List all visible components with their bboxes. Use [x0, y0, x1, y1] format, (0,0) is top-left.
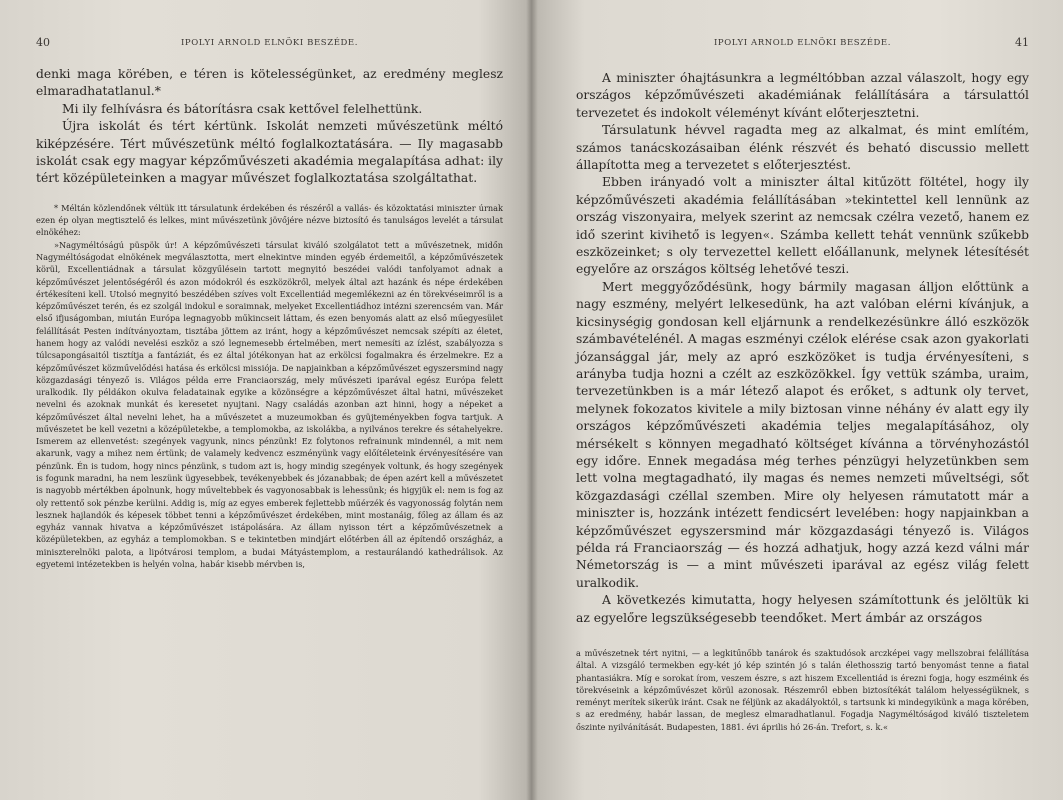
page-number-right: 41	[1015, 36, 1029, 49]
left-footnote-letter: »Nagyméltóságú püspök úr! A képzőművészeti társulat kiváló szolgálatot tett a művészetnek, midőn Nagyméltóságodat elnökének megválasztotta, mert elnekintve minden egyéb érdemeitől, a képzőművészetek körül, Excellentiádnak a társulat közgyűlésein tartott megnyitó beszédei valódi tanfolyamot adnak a képzőművészet jelentőségéről és azon módokról és eszközökről, melyek által azt hazánk és népe érdekében értékesíteni kell. Utolsó megnyitó beszédében szíves volt Excellentiád megemlékezni az én törekvéseimről is a képzőművészet terén, és ez szolgál indokul e soraimnak, melyeket Excellentiádhoz intézni szerencsém van. Már első ifjuságomban, miután Európa legnagyobb műkincseit láttam, és ezen benyomás alatt az első műegyesület felállítását Pesten indítványoztam, tisztába jöttem az iránt, hogy a képzőművészet nemcsak szépíti az életet, hanem hogy az valódi nevelési eszköz a szó legnemesebb értelmében, mert nemesíti az ízlést, szabályozza s túlcsapongásaitól tisztítja a fantáziát, és ez által jótékonyan hat az erkölcsi fogalmakra és érzelmekre. Ez a képzőművészet közművelődési hatása és erkölcsi missiója. De napjainkban a képzőművészet egyszersmind nagy közgazdasági tényező is. Világos példa erre Franciaország, mely művészeti iparával egész Európa felett uralkodik. Ily példákon okulva feladatainak egyike a közönségre a képzőművészet által hatni, művészeket nevelni és azoknak munkát és keresetet nyujtani. Nagy családás azonban azt hinni, hogy a népeket a képzőművészet által nevelni lehet, ha a művészetet a muzeumokban és gyüjteményekben fogva tartjuk. A művészetet be kell vezetni a középületekbe, a templomokba, az iskolákba, a nyilvános terekre és sétahelyekre. Ismerem az ellenvetést: szegények vagyunk, nincs pénzünk! Ez folytonos refrainunk mindennél, a mit nem akarunk, vagy a mihez nem értünk; de valamely kedvencz eszményünk vagy előítéleteink érvényesítésére van pénzünk. Én is tudom, hogy nincs pénzünk, s tudom azt is, hogy mindig szegények voltunk, és hogy szegények is fogunk maradni, ha nem leszünk ügyesebbek, tevékenyebbek és józanabbak; de épen azért kell a művészetet is nagyobb mértékben ápolnunk, hogy műveltebbek és vagyonosabbak is lehessünk; és higyjük el: nem is fog az oly rettentő sok pénzbe kerülni. Addig is, míg az egyes emberek fejlettebb műérzék és vagyonosság folytán nem lesznek hajlandók és képesek többet tenni a képzőművészet érdekében, mint mostanáig, főleg az állam és az egyház vannak hivatva a képzőművészet istápolására. Az állam nyisson tért a képzőművészetnek a középületekben, az egyház a templomokban. S e tekintetben mindjárt előtérben áll az építendő országház, a miniszterelnöki palota, a lipótvárosi templom, a budai Mátyástemplom, a restaurálandó kathedrálisok. Az egyetemi intézetekben is helyén volna, habár kisebb mérvben is,	[36, 239, 503, 569]
left-paragraph-3: Újra iskolát és tért kértünk. Iskolát nemzeti művészetünk méltó kiképzésére. Tért művészetünk méltó foglalkoztatására. — Ily magasabb iskolát csak egy magyar képzőművészeti akadémia megalapítása adhat: ily tért középületeinken a magyar művészet foglalkoztatása szolgáltathat.	[36, 119, 503, 186]
right-footnote-continuation: a művészetnek tért nyitni, — a legkitűnőbb tanárok és szaktudósok arczképei vagy mellszobrai felállítása által. A vizsgáló termekben egy-két jó kép szintén jó s talán élethosszig tartó benyomást tenne a fiatal phantasiákra. Míg e sorokat írom, veszem észre, s azt hiszem Excellentiád is érezni fogja, hogy eszméink és törekvéseink a képzőművészet körül azonosak. Részemről ebben biztosítékát találom helyességüknek, s reményt merítek sikerük iránt. Csak ne féljünk az akadályoktól, s tartsunk ki mindegyikünk a maga körében, s az eredmény, habár lassan, de meglesz elmaradhatlanul. Fogadja Nagyméltóságod kiváló tiszteletem őszinte nyilvánítását. Budapesten, 1881. évi április hó 26-án. Trefort, s. k.«	[576, 648, 1029, 732]
right-footnote	[576, 647, 1029, 733]
running-head-right	[576, 38, 1029, 56]
running-head-title-right: IPOLYI ARNOLD ELNÖKI BESZÉDE.	[713, 38, 892, 48]
right-paragraph-2: Társulatunk hévvel ragadta meg az alkalmat, és mint említém, számos tanácskozásaiban élénk részvét és beható discussio mellett állapította meg a tervezetet s előterjesztést.	[576, 123, 1029, 173]
left-footnote	[36, 202, 503, 570]
running-head-left	[36, 38, 503, 56]
running-head-title-left: IPOLYI ARNOLD ELNÖKI BESZÉDE.	[180, 38, 359, 48]
left-paragraph-2: Mi ily felhívásra és bátorításra csak kettővel felelhettünk.	[62, 101, 423, 116]
right-paragraph-1: A miniszter óhajtásunkra a legméltóbban azzal válaszolt, hogy egy országos képzőművészeti akadémiának felállítására a társulattól tervezetet és indokolt véleményt kívánt előterjesztetni.	[576, 71, 1029, 120]
right-paragraph-5: A következés kimutatta, hogy helyesen számítottunk és jelöltük ki az egyelőre legszükségesebb teendőket. Mert ámbár az országos	[576, 593, 1029, 625]
right-page	[532, 0, 1063, 800]
left-paragraph-1: denki maga körében, e téren is kötelességünket, az eredmény meglesz elmaradhatatlanul.*	[36, 67, 503, 99]
page-number-left: 40	[36, 36, 50, 49]
left-body-text	[36, 66, 503, 188]
left-page	[0, 0, 531, 800]
right-paragraph-4: Mert meggyőződésünk, hogy bármily magasan álljon előttünk a nagy eszmény, melyért lelkesedünk, ha azt valóban elérni kívánjuk, a kicsinységig gondosan kell eljárnunk a rendelkezésünkre álló eszközök számbavételénél. A magas eszményi czélok elérése csak azon gyakorlati józansággal jár, mely az apró eszközöket is tudja érvényesíteni, s arányba tudja hozni a czélt az eszközökkel. Így vettük számba, uraim, tervezetünkben is a már létező alapot és erőket, s adtunk oly tervet, melynek fokozatos kivitele a mily biztosan vinne néhány év alatt egy ily országos képzőművészeti akadémia teljes megalapításához, oly mérsékelt s könnyen megadható költséget kívánna a törvényhozástól egy időre. Ennek megadása még terhes pénzügyi helyzetünkben sem lett volna megtagadható, ily magas és nemes nemzeti műveltségi, sőt közgazdasági czéllal szemben. Mire oly helyesen rámutatott már a miniszter is, hozzánk intézett fendicsért levelében: hogy napjainkban a képzőművészet egyszersmind már közgazdasági tényező is. Világos példa rá Franciaország — és hozzá adhatjuk, hogy azzá kezd válni már Németország is — a mint művészeti iparával az egész világ felett uralkodik.	[576, 279, 1029, 590]
right-body-text	[576, 70, 1029, 627]
left-footnote-intro: * Méltán közlendőnek véltük itt társulatunk érdekében és részéről a vallás- és közoktatási miniszter úrnak ezen ép olyan megtisztelő és lelkes, mint művészetünk jövőjére nézve biztosító és tanulságos levelét a társulat elnökéhez:	[36, 202, 503, 238]
right-paragraph-3: Ebben irányadó volt a miniszter által kitűzött föltétel, hogy ily képzőművészeti akadémia felállításában »tekintettel kell lennünk az ország viszonyaira, melyek szerint az nemcsak czélra vezető, hanem ez idő szerint kivihető is legyen«. Számba kellett tehát vennünk szűkebb eszközeinket; s oly tervezettel kellett előállanunk, melynek létesítését egyelőre az országos költség lehetővé teszi.	[576, 175, 1029, 277]
